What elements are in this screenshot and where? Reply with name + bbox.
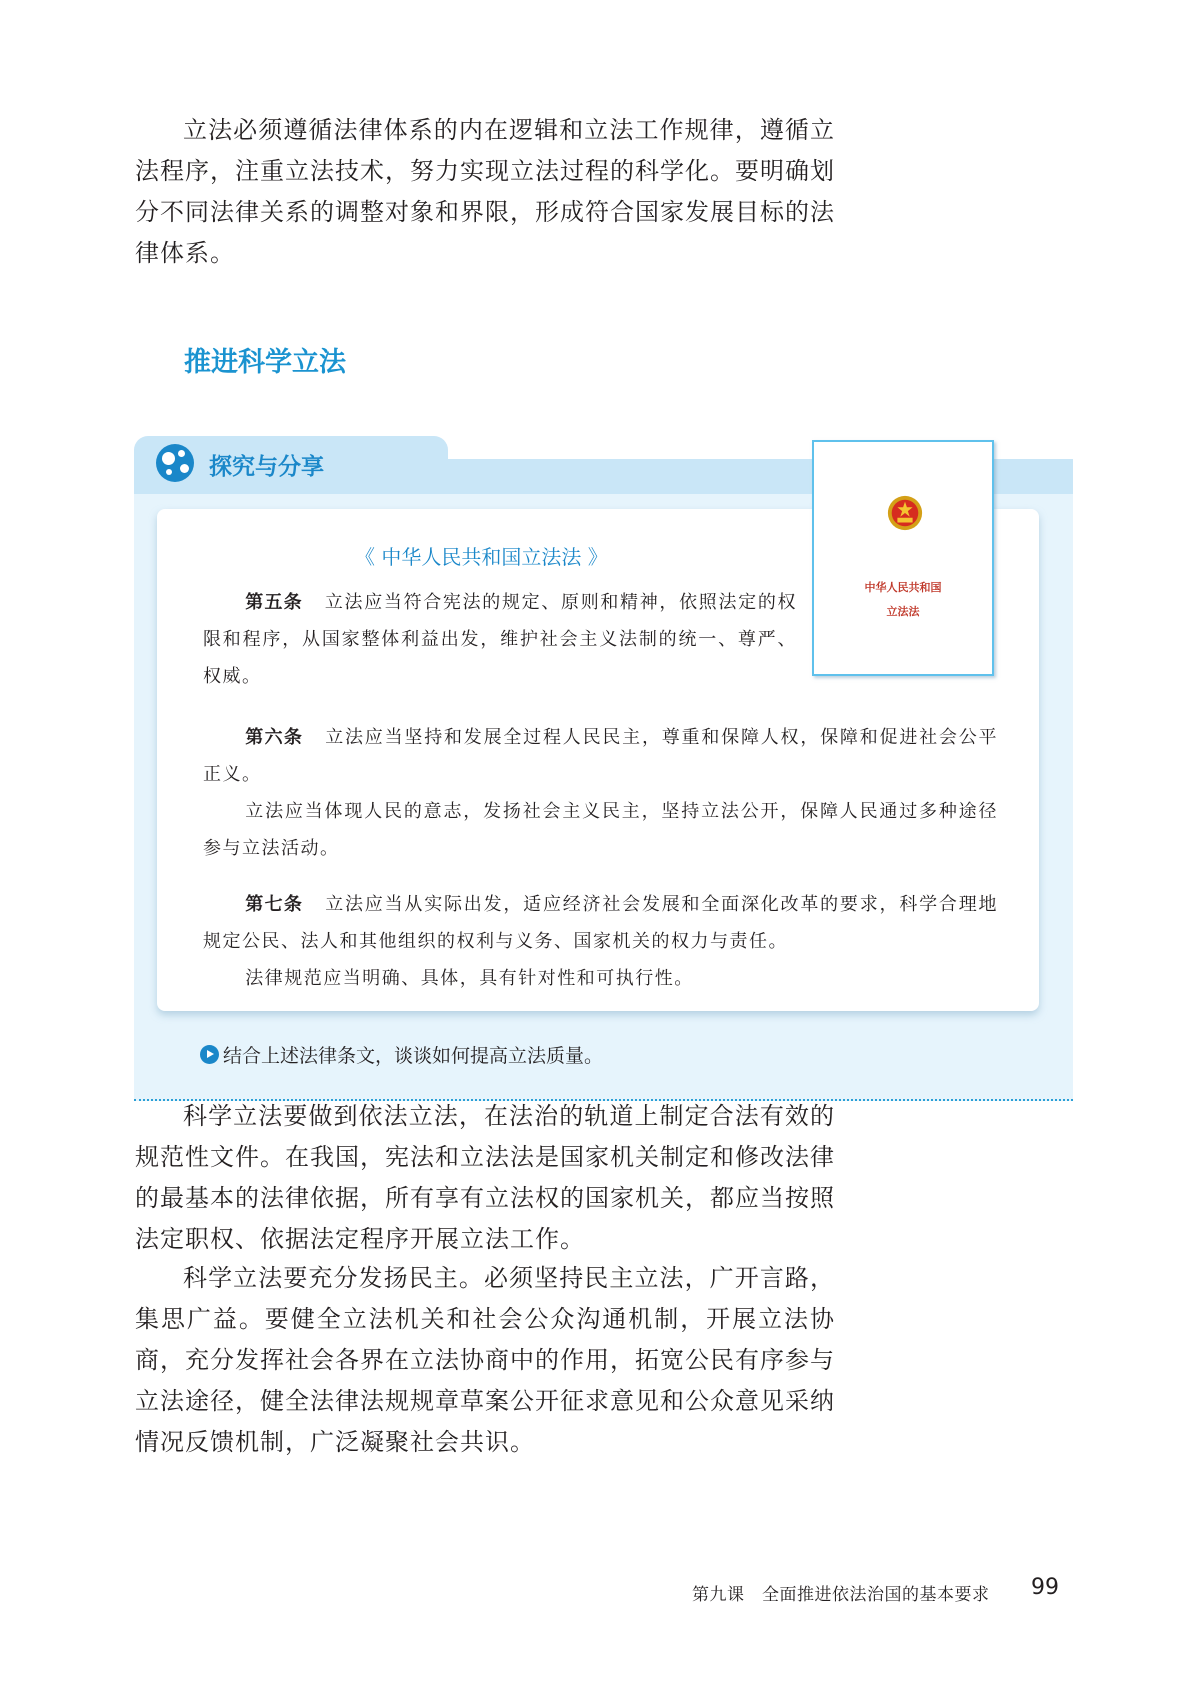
article-7 [203,886,998,997]
magnifier-globe-icon [156,444,194,482]
law-title: 《 中华人民共和国立法法 》 [355,545,608,569]
article-5 [203,584,797,695]
article-number: 第五条 [245,592,303,613]
body-paragraph-2: 科学立法要充分发扬民主。必须坚持民主立法，广开言路，集思广益。要健全立法机关和社会公众沟通机制，开展立法协商，充分发挥社会各界在立法协商中的作用，拓宽公民有序参与立法途径，健全法律法规规章草案公开征求意见和公众意见采纳情况反馈机制，广泛凝聚社会共识。 [135,1264,835,1456]
article-text: 立法应当坚持和发展全过程人民民主，尊重和保障人权，保障和促进社会公平正义。 [203,727,999,785]
article-text: 立法应当体现人民的意志，发扬社会主义民主，坚持立法公开，保障人民通过多种途径参与立法活动。 [203,801,998,859]
body-paragraph-1: 科学立法要做到依法立法，在法治的轨道上制定合法有效的规范性文件。在我国，宪法和立法法是国家机关制定和修改法律的最基本的法律依据，所有享有立法权的国家机关，都应当按照法定职权、依据法定程序开展立法工作。 [135,1102,835,1253]
article-6 [203,719,998,867]
discussion-question: 结合上述法律条文，谈谈如何提高立法质量。 [223,1045,604,1067]
national-emblem-icon [886,494,924,532]
section-title: 推进科学立法 [184,347,346,378]
intro-paragraph: 立法必须遵循法律体系的内在逻辑和立法工作规律，遵循立法程序，注重立法技术，努力实现立法过程的科学化。要明确划分不同法律关系的调整对象和界限，形成符合国家发展目标的法律体系。 [135,116,835,267]
law-book-cover [812,440,994,676]
article-text: 法律规范应当明确、具体，具有针对性和可执行性。 [245,968,694,989]
article-text: 立法应当符合宪法的规定、原则和精神，依照法定的权限和程序，从国家整体利益出发，维护社会主义法制的统一、尊严、权威。 [203,592,798,687]
article-number: 第七条 [245,894,304,915]
explore-label: 探究与分享 [209,454,324,480]
arrow-right-icon [200,1045,219,1064]
book-title: 中华人民共和国 立法法 [864,581,942,618]
chapter-footer: 第九课 全面推进依法治国的基本要求 [692,1585,990,1605]
article-text: 立法应当从实际出发，适应经济社会发展和全面深化改革的要求，科学合理地规定公民、法人和其他组织的权利与义务、国家机关的权力与责任。 [203,894,999,952]
page-number: 99 [1031,1575,1059,1600]
article-number: 第六条 [245,727,304,748]
